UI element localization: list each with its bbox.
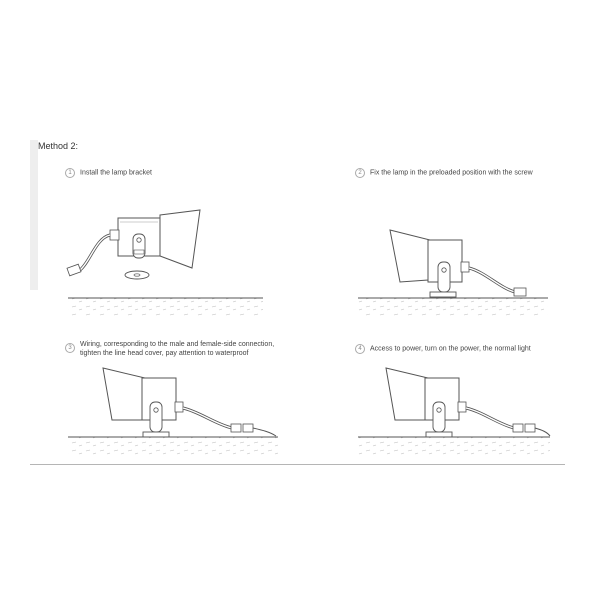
washer xyxy=(125,271,149,279)
step-3-text-line-2: tighten the line head cover, pay attention to waterproof xyxy=(80,350,249,357)
cable xyxy=(469,268,526,296)
step-3-number: 3 xyxy=(65,343,75,353)
step-3-text-line-1: Wiring, corresponding to the male and female-side connection, xyxy=(80,341,275,348)
lamp-body xyxy=(103,368,183,420)
lamp-body xyxy=(110,210,200,268)
bottom-divider xyxy=(30,464,565,465)
step-2-text: Fix the lamp in the preloaded position with the screw xyxy=(370,169,533,177)
step-1-number: 1 xyxy=(65,168,75,178)
cable xyxy=(183,408,276,436)
ground xyxy=(68,298,263,316)
step-2-number: 2 xyxy=(355,168,365,178)
figure-3-wiring xyxy=(68,368,278,455)
cable xyxy=(466,408,550,436)
step-1-text: Install the lamp bracket xyxy=(80,169,152,177)
step-4-number: 4 xyxy=(355,344,365,354)
lamp-body xyxy=(390,230,469,282)
ground xyxy=(358,298,548,316)
ground xyxy=(68,437,278,455)
step-4-text: Access to power, turn on the power, the normal light xyxy=(370,345,531,353)
figure-2-fix-lamp xyxy=(358,230,548,316)
method-title: Method 2: xyxy=(38,141,79,151)
figure-1-install-bracket xyxy=(67,210,263,316)
bracket xyxy=(133,234,145,258)
cable xyxy=(67,235,110,276)
ground xyxy=(358,437,550,455)
lamp-body xyxy=(386,368,466,420)
figure-4-power-on xyxy=(358,368,550,455)
